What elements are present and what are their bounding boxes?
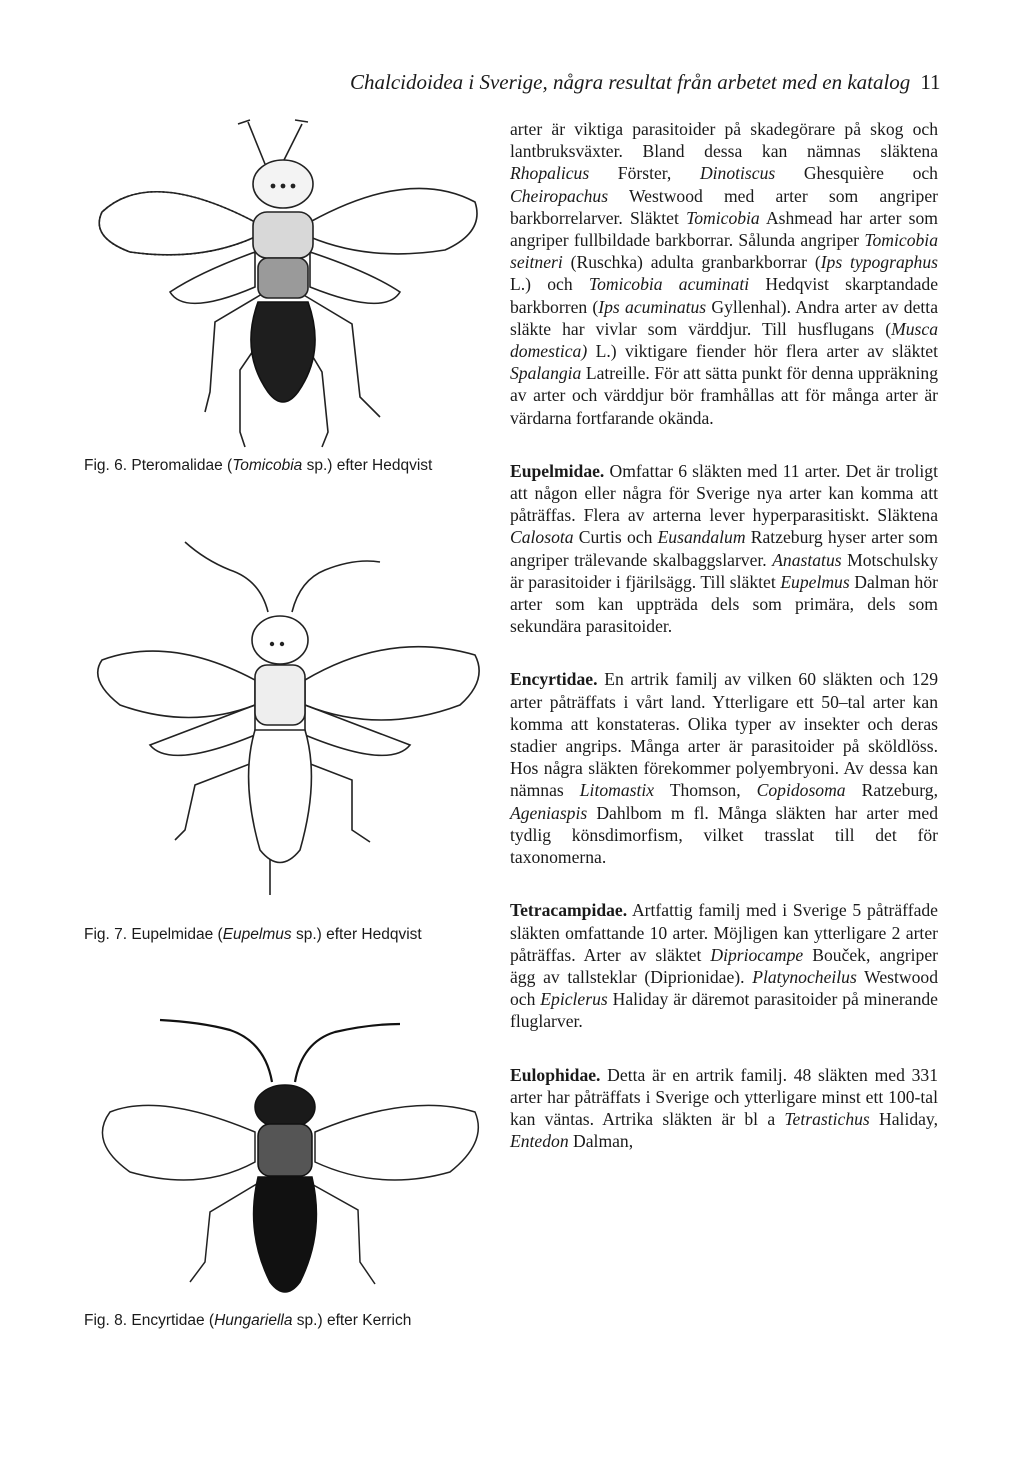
paragraph-encyrtidae: Encyrtidae. En artrik familj av vilken 60 släkten och 129 arter påträffats i vårt land. Ytterligare ett 50–tal arter kan komma att konstateras. Olika typer av insekter och deras stadier angrips. Många arter är parasitoider på sköldlöss. Hos några släkten förekommer polyembryoni. Av dessa kan nämnas Litomastix Thomson, Copidosoma Ratzeburg, Ageniaspis Dahlbom m fl. Många släkten har arter med tydlig könsdimorfism, vilket trasslat till det för taxonomerna. [510, 669, 939, 868]
figure-7-eupelmidae-illustration [90, 530, 490, 910]
heading-eupelmidae: Eupelmidae. [510, 460, 605, 481]
heading-eulophidae: Eulophidae. [510, 1064, 601, 1085]
figure-8-encyrtidae-illustration [90, 1012, 490, 1312]
running-header-title: Chalcidoidea i Sverige, några resultat från arbetet med en katalog [350, 70, 911, 94]
figure-8-caption: Fig. 8. Encyrtidae (Hungariella sp.) efter Kerrich [84, 1312, 412, 1329]
figure-6-taxon: Tomicobia [232, 457, 303, 474]
heading-encyrtidae: Encyrtidae. [510, 669, 598, 690]
paragraph-eulophidae: Eulophidae. Detta är en artrik familj. 48 släkten med 331 arter har påträffats i Sverige och ytterligare minst ett 100-tal kan väntas. Artrika släkten är bl a Tetrastichus Haliday, Entedon Dalman, [510, 1064, 938, 1152]
text-column [510, 118, 938, 1183]
figure-6-caption: Fig. 6. Pteromalidae (Tomicobia sp.) efter Hedqvist [84, 457, 433, 474]
page-number: 11 [920, 70, 941, 94]
paragraph-intro: arter är viktiga parasitoider på skadegörare på skog och lantbruksväxter. Bland dessa kan nämnas släktena Rhopalicus Förster, Dinotiscus Ghesquière och Cheiropachus Westwood med arter som angriper barkborrelarver. Släktet Tomicobia Ashmead har arter som angriper fullbildade barkborrar. Sålunda angriper Tomicobia seitneri (Ruschka) adulta granbarkborrar (Ips typographus L.) och Tomicobia acuminati Hedqvist skarptandade barkborren (Ips acuminatus Gyllenhal). Andra arter av detta släkte har vivlar som värddjur. Till husflugans (Musca domestica) L.) viktigare fiender hör flera arter av släktet Spalangia Latreille. För att sätta punkt för denna uppräkning av arter och värddjur bör framhållas att för många arter är värdarna fortfarande okända. [510, 119, 938, 428]
figure-7-taxon: Eupelmus [222, 926, 292, 943]
running-header [350, 70, 940, 95]
paragraph-tetracampidae: Tetracampidae. Artfattig familj med i Sverige 5 påträffade släkten omfattande 10 arter. Möjligen kan ytterligare 2 arter påträffas. Arter av släktet Dipriocampe Bouček, angriper ägg av tallsteklar (Diprionidae). Platynocheilus Westwood och Epiclerus Haliday är däremot parasitoider på minerande fluglarver. [510, 900, 939, 1032]
figure-7-caption: Fig. 7. Eupelmidae (Eupelmus sp.) efter Hedqvist [84, 926, 422, 943]
figure-6-pteromalidae-illustration [90, 112, 490, 452]
paragraph-eupelmidae: Eupelmidae. Omfattar 6 släkten med 11 arter. Det är troligt att någon eller några för Sverige nya arter kan komma att påträffas. Flera av arterna lever hyperparasitiskt. Släktena Calosota Curtis och Eusandalum Ratzeburg hyser arter som angriper trälevande skalbaggslarver. Anastatus Motschulsky är parasitoider i fjärilsägg. Till släktet Eupelmus Dalman hör arter som kan uppträda dels som primära, dels som sekundära parasitoider. [510, 460, 939, 637]
figure-8-taxon: Hungariella [214, 1312, 293, 1329]
heading-tetracampidae: Tetracampidae. [510, 900, 628, 921]
